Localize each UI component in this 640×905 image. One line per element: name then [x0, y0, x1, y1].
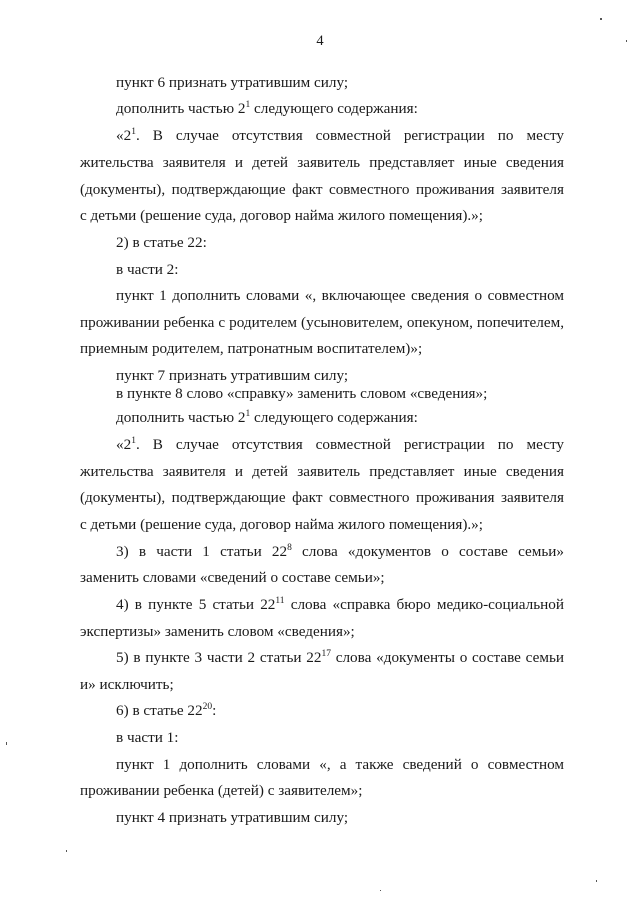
text-line: 5) в пункте 3 части 2 статьи $22^{17}$ слова «документы о составе семьи	[116, 649, 564, 666]
text-line: с детьми (решение суда, договор найма жилого помещения).»;	[80, 207, 483, 224]
scan-speck	[6, 742, 7, 745]
text-line: 6) в статье $22^{20}$:	[116, 702, 217, 719]
superscript: 20	[202, 702, 213, 712]
superscript: 1	[245, 100, 251, 110]
text-line: и» исключить;	[80, 676, 174, 693]
text-line: в пункте 8 слово «справку» заменить словом «сведения»;	[116, 385, 488, 402]
text-line: дополнить частью $2^1$ следующего содержания:	[116, 409, 418, 426]
text-line: проживании ребенка с родителем (усыновителем, опекуном, попечителем,	[80, 314, 564, 331]
scan-speck	[380, 890, 381, 891]
superscript: 17	[321, 649, 331, 659]
text-line: заменить словами «сведений о составе семьи»;	[80, 569, 385, 586]
text-line: 4) в пункте 5 статьи $22^{11}$ слова «справка бюро медико-социальной	[116, 596, 564, 613]
text-line: пункт 4 признать утратившим силу;	[116, 809, 349, 826]
scan-speck	[600, 18, 602, 20]
text-line: «$2^1$. В случае отсутствия совместной регистрации по месту	[116, 436, 564, 453]
superscript: 11	[275, 596, 285, 606]
scan-speck	[596, 880, 597, 882]
text-line: (документы), подтверждающие факт совместного проживания заявителя	[80, 489, 564, 506]
scan-speck	[66, 850, 67, 852]
text-line: с детьми (решение суда, договор найма жилого помещения).»;	[80, 516, 483, 533]
text-line: проживании ребенка (детей) с заявителем»;	[80, 782, 363, 799]
text-line: 2) в статье 22:	[116, 234, 207, 251]
scan-speck	[626, 40, 627, 42]
text-line: в части 1:	[116, 729, 179, 746]
text-line: 3) в части 1 статьи $22^8$ слова «документов о составе семьи»	[116, 543, 565, 560]
superscript: 8	[287, 543, 292, 553]
page-number: 4	[316, 33, 324, 49]
text-line: пункт 1 дополнить словами «, включающее сведения о совместном	[116, 287, 564, 304]
text-line: (документы), подтверждающие факт совместного проживания заявителя	[80, 181, 564, 198]
text-line: пункт 7 признать утратившим силу;	[116, 367, 349, 384]
text-line: жительства заявителя и детей заявитель представляет иные сведения	[80, 154, 564, 171]
text-line: экспертизы» заменить словом «сведения»;	[80, 623, 355, 640]
text-line: пункт 1 дополнить словами «, а также сведений о совместном	[116, 756, 564, 773]
text-line: жительства заявителя и детей заявитель представляет иные сведения	[80, 463, 564, 480]
text-line: в части 2:	[116, 261, 179, 278]
superscript: 1	[131, 127, 136, 137]
superscript: 1	[245, 409, 251, 419]
text-line: приемным родителем, патронатным воспитателем)»;	[80, 340, 423, 357]
text-line: пункт 6 признать утратившим силу;	[116, 74, 349, 91]
text-line: «$2^1$. В случае отсутствия совместной регистрации по месту	[116, 127, 564, 144]
superscript: 1	[131, 436, 136, 446]
text-line: дополнить частью $2^1$ следующего содержания:	[116, 100, 418, 117]
